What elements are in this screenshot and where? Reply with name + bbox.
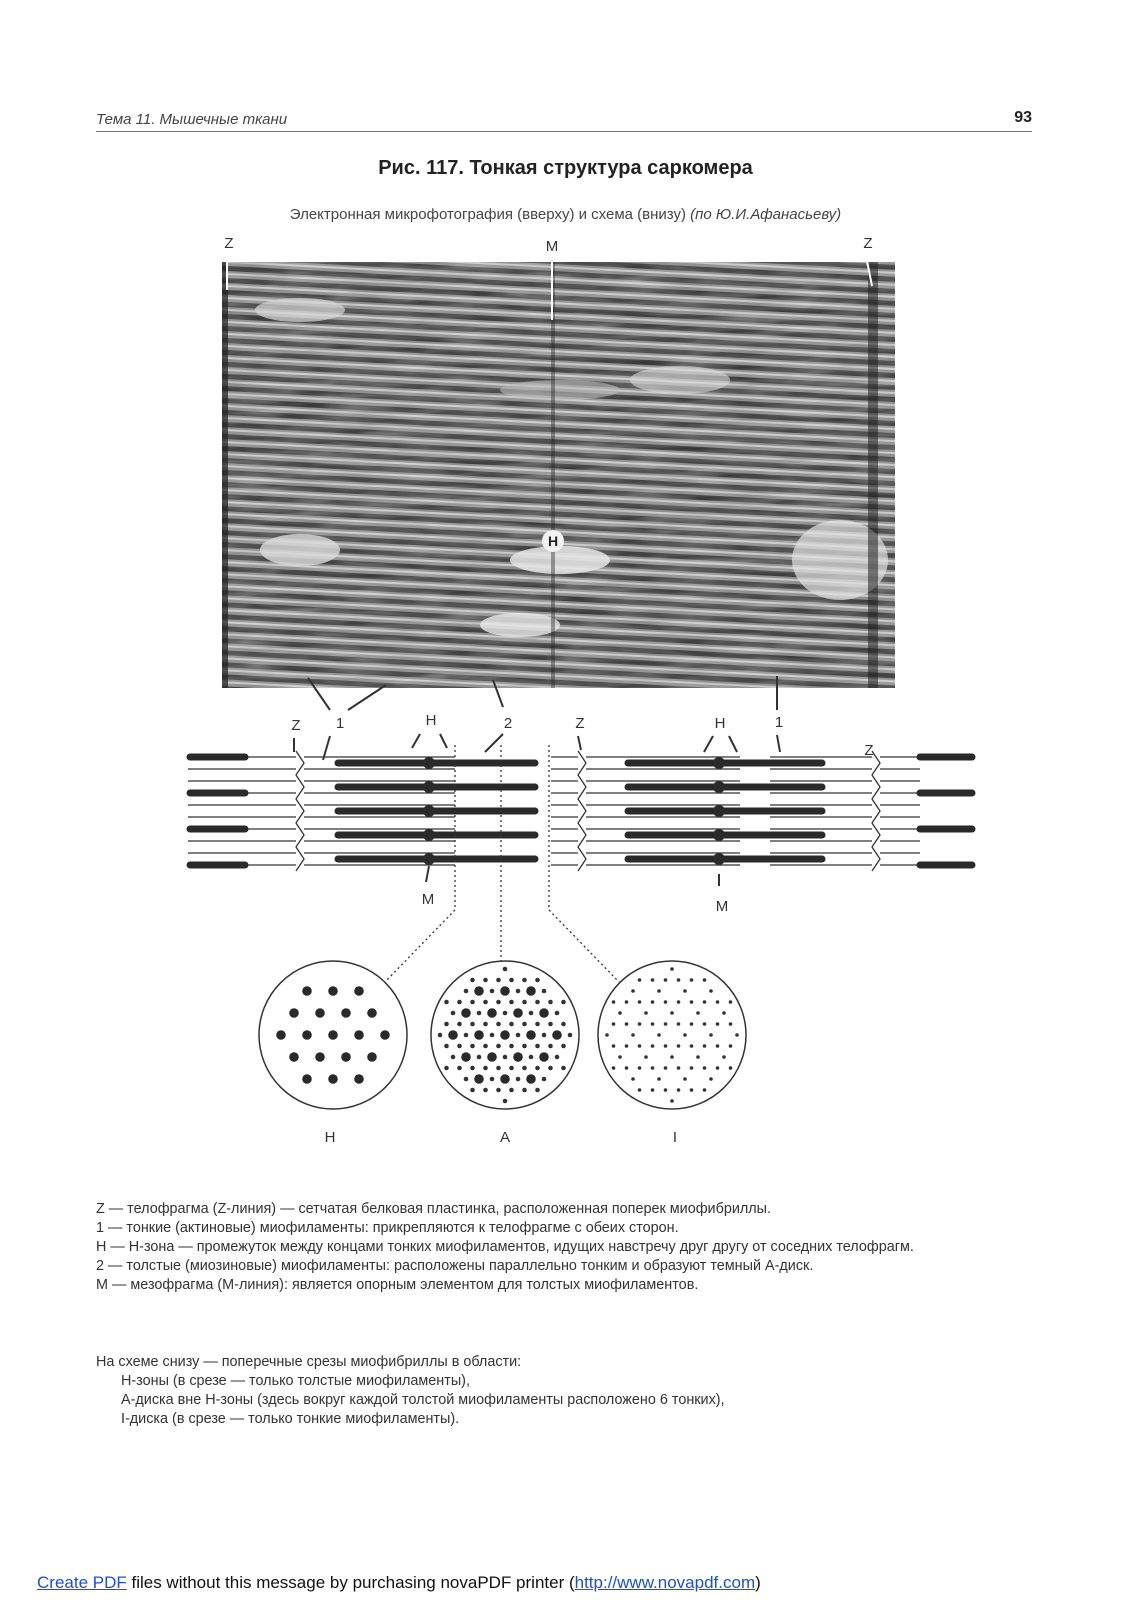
pdf-footer: [37, 1573, 761, 1593]
thin-filament-dot: [451, 1011, 456, 1016]
thin-filament-dot: [664, 1022, 668, 1026]
m-line-node: [713, 757, 725, 769]
thin-filament-dot: [612, 1000, 616, 1004]
thin-filament-dot: [631, 1033, 635, 1037]
thick-filament-dot: [315, 1008, 325, 1018]
label-h-1: H: [425, 712, 437, 729]
thin-filament-dot: [516, 1033, 521, 1038]
thin-filament-dot: [729, 1066, 733, 1070]
figure-legend: [96, 1200, 1036, 1295]
thin-filament-dot: [638, 1088, 642, 1092]
thin-filament-dot: [690, 1000, 694, 1004]
thin-filament-dot: [677, 1044, 681, 1048]
thin-filament-dot: [664, 1088, 668, 1092]
thin-filament-dot: [683, 1077, 687, 1081]
thin-filament-dot: [535, 1044, 540, 1049]
thin-filament-dot: [716, 1044, 720, 1048]
thin-filament-dot: [548, 1066, 553, 1071]
m-line-node: [423, 805, 435, 817]
thick-filament-dot: [500, 1030, 510, 1040]
thick-filament-dot: [354, 986, 364, 996]
thin-filament-dot: [677, 1066, 681, 1070]
m-line-node: [423, 829, 435, 841]
thick-filament-dot: [367, 1008, 377, 1018]
label-m-top: M: [545, 238, 559, 255]
thin-filament-dot: [670, 967, 674, 971]
thin-filament-dot: [690, 1088, 694, 1092]
scheme-note: [96, 1353, 1036, 1429]
thin-filament-dot: [735, 1033, 739, 1037]
thin-filament-dot: [483, 1066, 488, 1071]
thin-filament-dot: [612, 1044, 616, 1048]
thin-filament-dot: [509, 1000, 514, 1005]
label-h-micrograph: H: [547, 533, 559, 549]
thin-filament-dot: [444, 1044, 449, 1049]
label-z-right: Z: [863, 235, 873, 252]
thin-filament-dot: [496, 1022, 501, 1027]
thin-filament-dot: [444, 1066, 449, 1071]
figure-subtitle: [0, 206, 1131, 223]
running-head-title: Тема 11. Мышечные ткани: [96, 111, 288, 128]
thin-filament-dot: [457, 1022, 462, 1027]
thin-filament-dot: [509, 1088, 514, 1093]
figure-title: Рис. 117. Тонкая структура саркомера: [378, 157, 753, 179]
thick-filament-dot: [474, 986, 484, 996]
label-2: 2: [503, 715, 513, 732]
thin-filament-dot: [535, 1088, 540, 1093]
m-line-node: [713, 853, 725, 865]
thin-filament-dot: [696, 1011, 700, 1015]
thick-filament-dot: [354, 1030, 364, 1040]
thin-filament-dot: [664, 1044, 668, 1048]
thin-filament-dot: [703, 1066, 707, 1070]
thin-filament-dot: [638, 978, 642, 982]
thin-filament-dot: [457, 1066, 462, 1071]
legend-line: 2 — толстые (миозиновые) миофиламенты: расположены параллельно тонким и образуют темный A-диск.: [96, 1258, 814, 1274]
thin-filament-dot: [664, 1066, 668, 1070]
thick-filament-dot: [500, 986, 510, 996]
thin-filament-dot: [483, 978, 488, 983]
thin-filament-dot: [729, 1022, 733, 1026]
note-intro: На схеме снизу — поперечные срезы миофибриллы в области:: [96, 1354, 522, 1370]
thick-filament-dot: [328, 1074, 338, 1084]
thin-filament-dot: [529, 1011, 534, 1016]
thin-filament-dot: [568, 1033, 573, 1038]
thick-filament-dot: [526, 986, 536, 996]
thin-filament-dot: [555, 1011, 560, 1016]
z-line: [296, 751, 304, 871]
thin-filament-dot: [690, 1022, 694, 1026]
thick-filament-dot: [341, 1052, 351, 1062]
thin-filament-dot: [709, 989, 713, 993]
thin-filament-dot: [451, 1055, 456, 1060]
thin-filament-dot: [496, 1088, 501, 1093]
thin-filament-dot: [542, 989, 547, 994]
thin-filament-dot: [618, 1011, 622, 1015]
thin-filament-dot: [535, 1066, 540, 1071]
thin-filament-dot: [561, 1066, 566, 1071]
thick-filament-dot: [380, 1030, 390, 1040]
thin-filament-dot: [644, 1011, 648, 1015]
thin-filament-dot: [561, 1044, 566, 1049]
thin-filament-dot: [490, 1077, 495, 1082]
thin-filament-dot: [638, 1022, 642, 1026]
page-number: 93: [1014, 109, 1032, 126]
thick-filament-dot: [448, 1030, 458, 1040]
thick-filament-dot: [474, 1030, 484, 1040]
thin-filament-dot: [729, 1000, 733, 1004]
label-z-3: Z: [864, 742, 874, 759]
thin-filament-dot: [716, 1022, 720, 1026]
thin-filament-dot: [703, 978, 707, 982]
thin-filament-dot: [529, 1055, 534, 1060]
thin-filament-dot: [548, 1022, 553, 1027]
thin-filament-dot: [457, 1000, 462, 1005]
figure-subtitle-credit: (по Ю.И.Афанасьеву): [690, 206, 842, 223]
thick-filament-dot: [461, 1052, 471, 1062]
thin-filament-dot: [709, 1033, 713, 1037]
thin-filament-dot: [516, 989, 521, 994]
thin-filament-dot: [722, 1011, 726, 1015]
thin-filament-dot: [631, 989, 635, 993]
thin-filament-dot: [670, 1055, 674, 1059]
thin-filament-dot: [716, 1066, 720, 1070]
thick-filament-dot: [461, 1008, 471, 1018]
m-line-node: [713, 781, 725, 793]
label-h-2: H: [714, 715, 726, 732]
thin-filament-dot: [651, 1066, 655, 1070]
thick-filament-dot: [539, 1052, 549, 1062]
thick-filament-dot: [474, 1074, 484, 1084]
thin-filament-dot: [651, 1044, 655, 1048]
thin-filament-dot: [470, 1088, 475, 1093]
thin-filament-dot: [464, 989, 469, 994]
label-1-right: 1: [774, 714, 784, 731]
thin-filament-dot: [483, 1000, 488, 1005]
thin-filament-dot: [677, 1000, 681, 1004]
thin-filament-dot: [496, 1044, 501, 1049]
thick-filament-dot: [513, 1052, 523, 1062]
thin-filament-dot: [657, 989, 661, 993]
thin-filament-dot: [503, 1011, 508, 1016]
thin-filament-dot: [677, 978, 681, 982]
label-1-left: 1: [335, 715, 345, 732]
thick-filament-dot: [302, 1030, 312, 1040]
thin-filament-dot: [709, 1077, 713, 1081]
thin-filament-dot: [548, 1044, 553, 1049]
thin-filament-dot: [503, 1099, 508, 1104]
thin-filament-dot: [509, 1044, 514, 1049]
thin-filament-dot: [651, 1022, 655, 1026]
thin-filament-dot: [516, 1077, 521, 1082]
thick-filament-dot: [315, 1052, 325, 1062]
m-line-node: [423, 853, 435, 865]
thin-filament-dot: [477, 1011, 482, 1016]
footer-text: files without this message by purchasing novaPDF printer (: [126, 1573, 575, 1592]
thin-filament-dot: [470, 1066, 475, 1071]
thin-filament-dot: [638, 1044, 642, 1048]
create-pdf-link[interactable]: Create PDF: [37, 1573, 127, 1592]
label-z-2: Z: [575, 715, 585, 732]
figure-subtitle-main: Электронная микрофотография (вверху) и схема (внизу): [289, 206, 686, 223]
label-m-scheme-2: M: [715, 898, 729, 915]
novapdf-link[interactable]: http://www.novapdf.com: [574, 1573, 756, 1592]
m-line-node: [713, 829, 725, 841]
cross-sections: [259, 961, 746, 1109]
thin-filament-dot: [503, 967, 508, 972]
thick-filament-dot: [487, 1008, 497, 1018]
legend-line: M — мезофрагма (M-линия): является опорным элементом для толстых миофиламентов.: [96, 1277, 699, 1293]
thin-filament-dot: [625, 1044, 629, 1048]
thick-filament-dot: [539, 1008, 549, 1018]
label-m-scheme-1: M: [421, 891, 435, 908]
thin-filament-dot: [483, 1088, 488, 1093]
thin-filament-dot: [605, 1033, 609, 1037]
thin-filament-dot: [651, 1088, 655, 1092]
thin-filament-dot: [444, 1022, 449, 1027]
thin-filament-dot: [477, 1055, 482, 1060]
m-line-node: [423, 757, 435, 769]
thin-filament-dot: [535, 978, 540, 983]
thin-filament-dot: [561, 1022, 566, 1027]
thin-filament-dot: [444, 1000, 449, 1005]
thick-filament-dot: [513, 1008, 523, 1018]
thin-filament-dot: [438, 1033, 443, 1038]
thin-filament-dot: [631, 1077, 635, 1081]
thin-filament-dot: [483, 1022, 488, 1027]
thin-filament-dot: [503, 1055, 508, 1060]
thin-filament-dot: [464, 1033, 469, 1038]
thin-filament-dot: [664, 978, 668, 982]
thick-filament-dot: [552, 1030, 562, 1040]
legend-line: Z — телофрагма (Z-линия) — сетчатая белковая пластинка, расположенная поперек миофибриллы.: [96, 1201, 772, 1217]
thin-filament-dot: [522, 1088, 527, 1093]
label-section-h: H: [324, 1129, 336, 1146]
label-z-left: Z: [224, 235, 234, 252]
thin-filament-dot: [522, 978, 527, 983]
thin-filament-dot: [651, 1000, 655, 1004]
label-section-i: I: [672, 1129, 678, 1146]
label-section-a: A: [499, 1129, 511, 1146]
thin-filament-dot: [483, 1044, 488, 1049]
thin-filament-dot: [670, 1011, 674, 1015]
thin-filament-dot: [496, 1000, 501, 1005]
thin-filament-dot: [548, 1000, 553, 1005]
thin-filament-dot: [535, 1000, 540, 1005]
z-line: [872, 751, 880, 871]
thin-filament-dot: [703, 1000, 707, 1004]
thin-filament-dot: [470, 1044, 475, 1049]
thin-filament-dot: [729, 1044, 733, 1048]
thin-filament-dot: [509, 1022, 514, 1027]
thin-filament-dot: [625, 1000, 629, 1004]
m-line-node: [423, 781, 435, 793]
thick-filament-dot: [341, 1008, 351, 1018]
thin-filament-dot: [509, 1066, 514, 1071]
thin-filament-dot: [522, 1066, 527, 1071]
thin-filament-dot: [696, 1055, 700, 1059]
thin-filament-dot: [470, 1022, 475, 1027]
thick-filament-dot: [526, 1030, 536, 1040]
thin-filament-dot: [638, 1000, 642, 1004]
thin-filament-dot: [722, 1055, 726, 1059]
thick-filament-dot: [302, 986, 312, 996]
thin-filament-dot: [470, 978, 475, 983]
thin-filament-dot: [618, 1055, 622, 1059]
thick-filament-dot: [289, 1008, 299, 1018]
thin-filament-dot: [664, 1000, 668, 1004]
legend-line: 1 — тонкие (актиновые) миофиламенты: прикрепляются к телофрагме с обеих сторон.: [96, 1220, 679, 1236]
thick-filament-dot: [328, 1030, 338, 1040]
thin-filament-dot: [683, 989, 687, 993]
thin-filament-dot: [561, 1000, 566, 1005]
thin-filament-dot: [535, 1022, 540, 1027]
thin-filament-dot: [457, 1044, 462, 1049]
sarcomere-figure: [0, 230, 1131, 1160]
thin-filament-dot: [690, 978, 694, 982]
legend-line: H — H-зона — промежуток между концами тонких миофиламентов, идущих навстречу друг другу от соседних телофрагм.: [96, 1239, 914, 1255]
thin-filament-dot: [612, 1066, 616, 1070]
thin-filament-dot: [555, 1055, 560, 1060]
thin-filament-dot: [470, 1000, 475, 1005]
page-header: [96, 109, 1032, 132]
thin-filament-dot: [490, 1033, 495, 1038]
thick-filament-dot: [526, 1074, 536, 1084]
cross-section-i: [598, 961, 746, 1109]
thin-filament-dot: [703, 1022, 707, 1026]
note-item: I-диска (в срезе — только тонкие миофиламенты).: [121, 1411, 460, 1427]
footer-text-end: ): [755, 1573, 761, 1592]
thin-filament-dot: [612, 1022, 616, 1026]
thick-filament-dot: [487, 1052, 497, 1062]
thin-filament-dot: [522, 1022, 527, 1027]
thick-filament-dot: [354, 1074, 364, 1084]
thick-filament-dot: [500, 1074, 510, 1084]
note-item: H-зоны (в срезе — только толстые миофиламенты),: [121, 1373, 470, 1389]
thin-filament-dot: [677, 1088, 681, 1092]
thin-filament-dot: [657, 1033, 661, 1037]
thin-filament-dot: [644, 1055, 648, 1059]
thin-filament-dot: [657, 1077, 661, 1081]
thin-filament-dot: [625, 1022, 629, 1026]
electron-micrograph: [222, 254, 895, 688]
thin-filament-dot: [716, 1000, 720, 1004]
thick-filament-dot: [328, 986, 338, 996]
thin-filament-dot: [496, 1066, 501, 1071]
m-line-node: [713, 805, 725, 817]
thin-filament-dot: [509, 978, 514, 983]
thick-filament-dot: [302, 1074, 312, 1084]
thin-filament-dot: [490, 989, 495, 994]
thin-filament-dot: [625, 1066, 629, 1070]
thin-filament-dot: [522, 1000, 527, 1005]
note-item: A-диска вне H-зоны (здесь вокруг каждой толстой миофиламенты расположено 6 тонких),: [121, 1392, 725, 1408]
thin-filament-dot: [670, 1099, 674, 1103]
thin-filament-dot: [464, 1077, 469, 1082]
thin-filament-dot: [522, 1044, 527, 1049]
thick-filament-dot: [367, 1052, 377, 1062]
thin-filament-dot: [677, 1022, 681, 1026]
thin-filament-dot: [690, 1044, 694, 1048]
thin-filament-dot: [683, 1033, 687, 1037]
thin-filament-dot: [496, 978, 501, 983]
thin-filament-dot: [703, 1044, 707, 1048]
thick-filament-dot: [276, 1030, 286, 1040]
myofibril-scheme: [188, 751, 972, 871]
thin-filament-dot: [638, 1066, 642, 1070]
label-z-1: Z: [291, 717, 301, 734]
thin-filament-dot: [542, 1077, 547, 1082]
thick-filament-dot: [289, 1052, 299, 1062]
thin-filament-dot: [651, 978, 655, 982]
thin-filament-dot: [542, 1033, 547, 1038]
z-line: [578, 751, 586, 871]
thin-filament-dot: [703, 1088, 707, 1092]
thin-filament-dot: [690, 1066, 694, 1070]
